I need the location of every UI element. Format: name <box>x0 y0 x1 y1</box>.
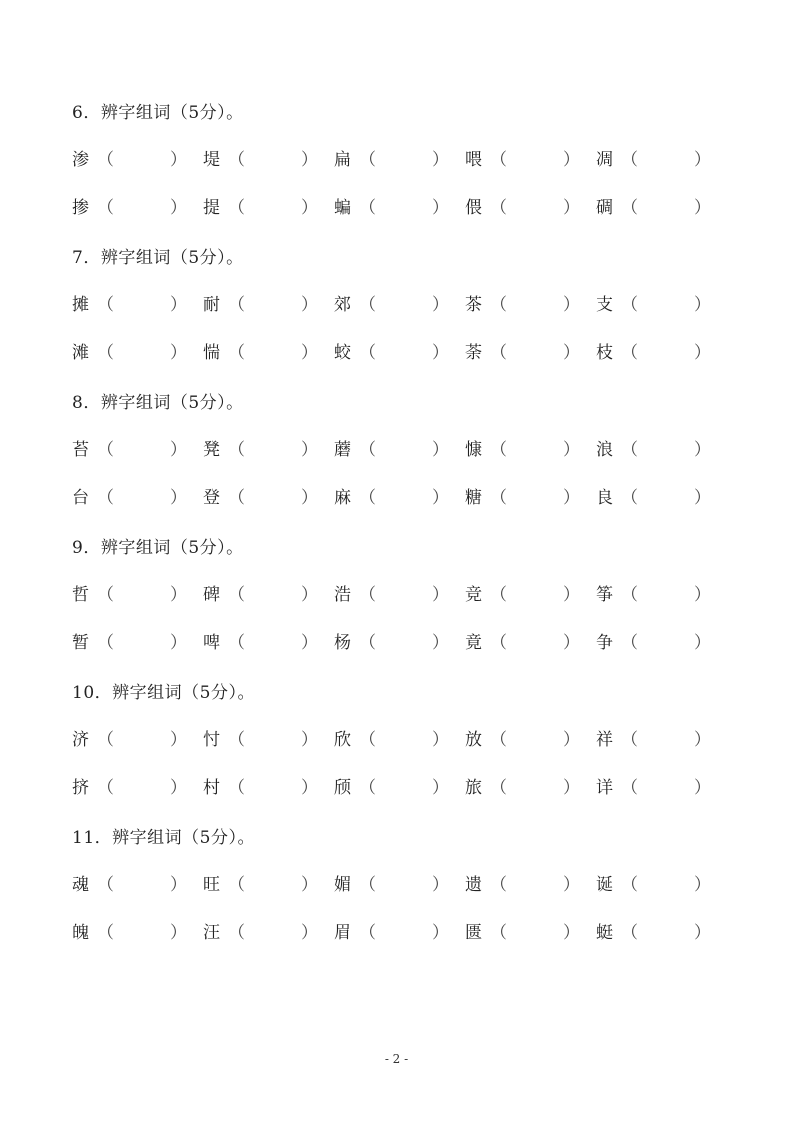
answer-blank-open-paren: （ <box>228 923 245 943</box>
character-row <box>72 773 712 797</box>
word-item <box>203 145 325 169</box>
answer-blank-close-paren: ） <box>694 198 711 218</box>
character-row <box>72 193 712 217</box>
question-title: 7．辨字组词（5分）。 <box>72 248 244 268</box>
word-item <box>203 193 325 217</box>
word-item <box>465 483 587 507</box>
character: 哲 <box>72 585 89 605</box>
page-number: - 2 - <box>384 1052 409 1066</box>
answer-blank-open-paren: （ <box>490 343 507 363</box>
word-item <box>465 580 587 604</box>
character: 凋 <box>596 150 613 170</box>
word-item <box>72 145 194 169</box>
word-item <box>203 725 325 749</box>
answer-blank-close-paren: ） <box>170 633 187 653</box>
answer-blank-open-paren: （ <box>228 150 245 170</box>
answer-blank-close-paren: ） <box>694 585 711 605</box>
character: 堤 <box>203 150 220 170</box>
word-item <box>596 435 718 459</box>
word-item <box>334 193 456 217</box>
word-item <box>72 725 194 749</box>
word-item <box>203 773 325 797</box>
answer-blank-close-paren: ） <box>432 343 449 363</box>
word-item <box>334 580 456 604</box>
answer-blank-open-paren: （ <box>359 585 376 605</box>
character: 滩 <box>72 343 89 363</box>
answer-blank-close-paren: ） <box>301 150 318 170</box>
character: 郊 <box>334 295 351 315</box>
answer-blank-open-paren: （ <box>228 875 245 895</box>
character: 筝 <box>596 585 613 605</box>
answer-blank-open-paren: （ <box>490 488 507 508</box>
answer-blank-close-paren: ） <box>432 295 449 315</box>
answer-blank-close-paren: ） <box>432 198 449 218</box>
question-title: 6．辨字组词（5分）。 <box>72 103 244 123</box>
word-item <box>596 290 718 314</box>
answer-blank-close-paren: ） <box>694 343 711 363</box>
answer-blank-close-paren: ） <box>694 440 711 460</box>
answer-blank-close-paren: ） <box>563 923 580 943</box>
answer-blank-open-paren: （ <box>490 923 507 943</box>
answer-blank-close-paren: ） <box>170 440 187 460</box>
word-item <box>72 773 194 797</box>
character-row <box>72 435 712 459</box>
character: 村 <box>203 778 220 798</box>
question-title: 10．辨字组词（5分）。 <box>72 683 255 703</box>
word-item <box>72 870 194 894</box>
answer-blank-close-paren: ） <box>301 730 318 750</box>
word-item <box>596 338 718 362</box>
answer-blank-open-paren: （ <box>359 198 376 218</box>
word-item <box>465 628 587 652</box>
character: 蘑 <box>334 440 351 460</box>
answer-blank-close-paren: ） <box>694 150 711 170</box>
answer-blank-open-paren: （ <box>97 295 114 315</box>
character: 摊 <box>72 295 89 315</box>
character: 忖 <box>203 730 220 750</box>
answer-blank-close-paren: ） <box>694 875 711 895</box>
answer-blank-open-paren: （ <box>359 488 376 508</box>
answer-blank-open-paren: （ <box>621 633 638 653</box>
answer-blank-close-paren: ） <box>301 198 318 218</box>
answer-blank-open-paren: （ <box>490 198 507 218</box>
answer-blank-close-paren: ） <box>170 585 187 605</box>
character: 良 <box>596 488 613 508</box>
character: 蝙 <box>334 198 351 218</box>
answer-blank-open-paren: （ <box>228 730 245 750</box>
word-item <box>72 628 194 652</box>
word-item <box>334 628 456 652</box>
answer-blank-open-paren: （ <box>97 875 114 895</box>
word-item <box>596 773 718 797</box>
answer-blank-close-paren: ） <box>563 778 580 798</box>
word-item <box>334 870 456 894</box>
answer-blank-open-paren: （ <box>359 295 376 315</box>
answer-blank-open-paren: （ <box>490 875 507 895</box>
answer-blank-close-paren: ） <box>432 923 449 943</box>
character: 麻 <box>334 488 351 508</box>
answer-blank-open-paren: （ <box>228 633 245 653</box>
word-item <box>596 483 718 507</box>
answer-blank-close-paren: ） <box>170 150 187 170</box>
word-item <box>203 870 325 894</box>
character: 挤 <box>72 778 89 798</box>
question-title: 9．辨字组词（5分）。 <box>72 538 244 558</box>
character: 媚 <box>334 875 351 895</box>
answer-blank-close-paren: ） <box>432 730 449 750</box>
character: 旺 <box>203 875 220 895</box>
answer-blank-close-paren: ） <box>694 778 711 798</box>
answer-blank-close-paren: ） <box>563 198 580 218</box>
character: 魂 <box>72 875 89 895</box>
character: 杨 <box>334 633 351 653</box>
character: 支 <box>596 295 613 315</box>
character: 旅 <box>465 778 482 798</box>
word-item <box>203 918 325 942</box>
character: 渗 <box>72 150 89 170</box>
word-item <box>72 290 194 314</box>
question-title: 8．辨字组词（5分）。 <box>72 393 244 413</box>
word-item <box>203 483 325 507</box>
answer-blank-close-paren: ） <box>301 343 318 363</box>
answer-blank-close-paren: ） <box>432 440 449 460</box>
word-item <box>465 290 587 314</box>
answer-blank-open-paren: （ <box>490 585 507 605</box>
answer-blank-close-paren: ） <box>694 730 711 750</box>
answer-blank-close-paren: ） <box>301 778 318 798</box>
word-item <box>203 338 325 362</box>
answer-blank-close-paren: ） <box>694 488 711 508</box>
answer-blank-open-paren: （ <box>97 923 114 943</box>
character: 掺 <box>72 198 89 218</box>
answer-blank-open-paren: （ <box>228 778 245 798</box>
word-item <box>596 628 718 652</box>
answer-blank-open-paren: （ <box>359 150 376 170</box>
word-item <box>465 870 587 894</box>
character: 慷 <box>465 440 482 460</box>
answer-blank-close-paren: ） <box>563 633 580 653</box>
character: 竞 <box>465 585 482 605</box>
character: 暂 <box>72 633 89 653</box>
answer-blank-open-paren: （ <box>490 633 507 653</box>
character: 放 <box>465 730 482 750</box>
answer-blank-close-paren: ） <box>694 295 711 315</box>
answer-blank-open-paren: （ <box>97 778 114 798</box>
answer-blank-close-paren: ） <box>301 440 318 460</box>
word-item <box>596 725 718 749</box>
answer-blank-open-paren: （ <box>490 150 507 170</box>
character: 扁 <box>334 150 351 170</box>
character: 魄 <box>72 923 89 943</box>
answer-blank-close-paren: ） <box>432 585 449 605</box>
answer-blank-close-paren: ） <box>301 633 318 653</box>
character: 台 <box>72 488 89 508</box>
answer-blank-open-paren: （ <box>228 440 245 460</box>
character: 惴 <box>203 343 220 363</box>
answer-blank-open-paren: （ <box>97 198 114 218</box>
answer-blank-close-paren: ） <box>563 488 580 508</box>
answer-blank-open-paren: （ <box>359 875 376 895</box>
answer-blank-open-paren: （ <box>621 198 638 218</box>
character-row <box>72 580 712 604</box>
answer-blank-open-paren: （ <box>621 295 638 315</box>
character: 茶 <box>465 295 482 315</box>
answer-blank-close-paren: ） <box>301 488 318 508</box>
word-item <box>334 435 456 459</box>
answer-blank-open-paren: （ <box>228 295 245 315</box>
character: 糖 <box>465 488 482 508</box>
answer-blank-close-paren: ） <box>563 875 580 895</box>
word-item <box>72 580 194 604</box>
answer-blank-open-paren: （ <box>97 343 114 363</box>
word-item <box>72 918 194 942</box>
answer-blank-close-paren: ） <box>301 585 318 605</box>
character: 诞 <box>596 875 613 895</box>
character: 济 <box>72 730 89 750</box>
answer-blank-open-paren: （ <box>359 633 376 653</box>
answer-blank-open-paren: （ <box>97 730 114 750</box>
answer-blank-open-paren: （ <box>490 295 507 315</box>
character: 争 <box>596 633 613 653</box>
character: 竟 <box>465 633 482 653</box>
answer-blank-open-paren: （ <box>97 150 114 170</box>
answer-blank-close-paren: ） <box>432 778 449 798</box>
answer-blank-open-paren: （ <box>359 923 376 943</box>
answer-blank-close-paren: ） <box>432 488 449 508</box>
character: 枝 <box>596 343 613 363</box>
answer-blank-open-paren: （ <box>228 198 245 218</box>
character: 提 <box>203 198 220 218</box>
character: 详 <box>596 778 613 798</box>
answer-blank-close-paren: ） <box>563 150 580 170</box>
answer-blank-open-paren: （ <box>359 778 376 798</box>
character-row <box>72 628 712 652</box>
answer-blank-close-paren: ） <box>170 875 187 895</box>
word-item <box>334 918 456 942</box>
answer-blank-close-paren: ） <box>301 875 318 895</box>
answer-blank-open-paren: （ <box>490 778 507 798</box>
word-item <box>72 193 194 217</box>
answer-blank-open-paren: （ <box>621 585 638 605</box>
word-item <box>334 725 456 749</box>
answer-blank-close-paren: ） <box>170 730 187 750</box>
word-item <box>72 338 194 362</box>
character: 欣 <box>334 730 351 750</box>
character-row <box>72 145 712 169</box>
character: 凳 <box>203 440 220 460</box>
character-row <box>72 918 712 942</box>
character: 偎 <box>465 198 482 218</box>
answer-blank-close-paren: ） <box>563 440 580 460</box>
answer-blank-open-paren: （ <box>621 488 638 508</box>
word-item <box>72 435 194 459</box>
word-item <box>203 628 325 652</box>
answer-blank-open-paren: （ <box>621 923 638 943</box>
word-item <box>203 580 325 604</box>
answer-blank-close-paren: ） <box>170 343 187 363</box>
character: 蜓 <box>596 923 613 943</box>
word-item <box>72 483 194 507</box>
character: 荼 <box>465 343 482 363</box>
character: 苔 <box>72 440 89 460</box>
answer-blank-close-paren: ） <box>170 778 187 798</box>
character: 碉 <box>596 198 613 218</box>
character: 耐 <box>203 295 220 315</box>
word-item <box>465 918 587 942</box>
character-row <box>72 483 712 507</box>
answer-blank-open-paren: （ <box>228 343 245 363</box>
answer-blank-close-paren: ） <box>563 343 580 363</box>
answer-blank-open-paren: （ <box>97 488 114 508</box>
answer-blank-close-paren: ） <box>432 150 449 170</box>
answer-blank-open-paren: （ <box>359 343 376 363</box>
answer-blank-close-paren: ） <box>694 923 711 943</box>
answer-blank-close-paren: ） <box>432 875 449 895</box>
word-item <box>465 773 587 797</box>
answer-blank-close-paren: ） <box>563 730 580 750</box>
question-title: 11．辨字组词（5分）。 <box>72 828 255 848</box>
character: 眉 <box>334 923 351 943</box>
answer-blank-open-paren: （ <box>359 440 376 460</box>
word-item <box>334 290 456 314</box>
answer-blank-open-paren: （ <box>621 730 638 750</box>
word-item <box>203 435 325 459</box>
answer-blank-open-paren: （ <box>621 440 638 460</box>
word-item <box>596 580 718 604</box>
answer-blank-close-paren: ） <box>301 295 318 315</box>
word-item <box>465 193 587 217</box>
character-row <box>72 338 712 362</box>
character-row <box>72 870 712 894</box>
word-item <box>203 290 325 314</box>
character-row <box>72 725 712 749</box>
character: 汪 <box>203 923 220 943</box>
word-item <box>596 193 718 217</box>
word-item <box>596 918 718 942</box>
answer-blank-close-paren: ） <box>170 488 187 508</box>
character: 浪 <box>596 440 613 460</box>
character: 喂 <box>465 150 482 170</box>
answer-blank-open-paren: （ <box>490 730 507 750</box>
answer-blank-open-paren: （ <box>621 150 638 170</box>
answer-blank-close-paren: ） <box>170 198 187 218</box>
answer-blank-open-paren: （ <box>621 778 638 798</box>
answer-blank-open-paren: （ <box>228 585 245 605</box>
word-item <box>465 725 587 749</box>
word-item <box>465 145 587 169</box>
character: 颀 <box>334 778 351 798</box>
answer-blank-close-paren: ） <box>170 295 187 315</box>
character: 啤 <box>203 633 220 653</box>
character: 浩 <box>334 585 351 605</box>
word-item <box>596 145 718 169</box>
character: 碑 <box>203 585 220 605</box>
character: 祥 <box>596 730 613 750</box>
answer-blank-open-paren: （ <box>97 440 114 460</box>
answer-blank-open-paren: （ <box>228 488 245 508</box>
answer-blank-open-paren: （ <box>621 875 638 895</box>
character: 蛟 <box>334 343 351 363</box>
answer-blank-open-paren: （ <box>97 633 114 653</box>
word-item <box>465 338 587 362</box>
character: 登 <box>203 488 220 508</box>
answer-blank-close-paren: ） <box>563 295 580 315</box>
word-item <box>334 773 456 797</box>
answer-blank-open-paren: （ <box>97 585 114 605</box>
answer-blank-open-paren: （ <box>621 343 638 363</box>
answer-blank-close-paren: ） <box>694 633 711 653</box>
word-item <box>596 870 718 894</box>
character: 遗 <box>465 875 482 895</box>
word-item <box>334 145 456 169</box>
answer-blank-close-paren: ） <box>301 923 318 943</box>
answer-blank-close-paren: ） <box>170 923 187 943</box>
character: 匮 <box>465 923 482 943</box>
character-row <box>72 290 712 314</box>
answer-blank-close-paren: ） <box>432 633 449 653</box>
answer-blank-open-paren: （ <box>359 730 376 750</box>
word-item <box>334 483 456 507</box>
word-item <box>465 435 587 459</box>
answer-blank-close-paren: ） <box>563 585 580 605</box>
word-item <box>334 338 456 362</box>
answer-blank-open-paren: （ <box>490 440 507 460</box>
